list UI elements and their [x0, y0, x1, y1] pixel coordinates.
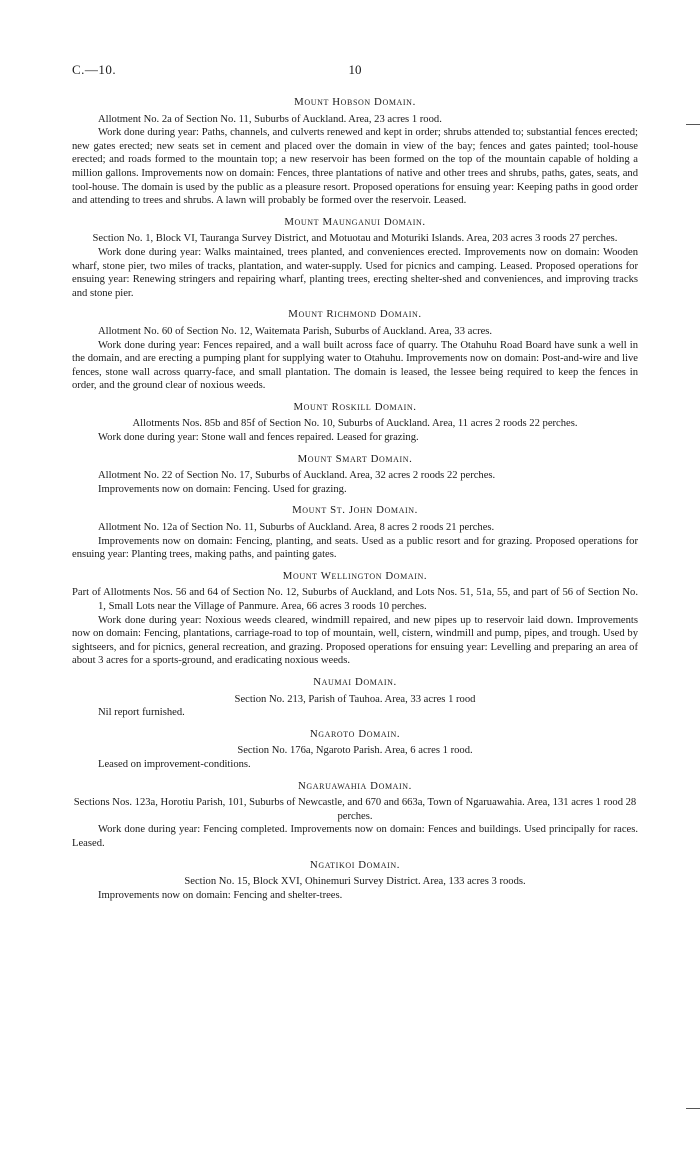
domain-section — [72, 676, 638, 720]
domain-paragraph: Work done during year: Fencing completed. Improvements now on domain: Fences and buildings. Used principally for races. Leased. — [72, 824, 638, 849]
domain-paragraph: Work done during year: Paths, channels, and culverts renewed and kept in order; shrubs attended to; substantial fences erected; new gates erected; new seats set in cement and placed over the domain in view of the bay; fences and gates painted; tool-house erected; and roads formed to the mountain top; a new reservoir has been formed on the top of the mountain capable of holding a million gallons. Improvements now on domain: Fences, three plantations of native and other trees and shrubs, paths, gates, seats, and tool-house. The domain is used by the public as a pleasure resort. Proposed operations for ensuing year: Keeping paths in good order and attending to trees and shrubs. A lawn will probably be formed over the reservoir. Leased. — [72, 127, 638, 207]
page-header — [72, 62, 638, 78]
domain-description: Allotment No. 22 of Section No. 17, Suburbs of Auckland. Area, 32 acres 2 roods 22 perches. — [98, 470, 496, 482]
report-reference: C.—10. — [72, 62, 117, 77]
page-number: 10 — [348, 62, 362, 77]
domain-description: Section No. 213, Parish of Tauhoa. Area, 33 acres 1 rood — [234, 693, 476, 705]
domain-section — [72, 570, 638, 668]
domain-section — [72, 780, 638, 851]
domain-section — [72, 859, 638, 903]
domain-title: Ngaroto Domain. — [309, 727, 401, 740]
domain-description: Allotment No. 60 of Section No. 12, Waitemata Parish, Suburbs of Auckland. Area, 33 acres. — [98, 325, 493, 337]
domain-title: Mount Maunganui Domain. — [284, 215, 426, 228]
domain-paragraph: Improvements now on domain: Fencing. Used for grazing. — [98, 483, 347, 495]
domain-description: Allotments Nos. 85b and 85f of Section No. 10, Suburbs of Auckland. Area, 11 acres 2 roods 22 perches. — [132, 418, 578, 430]
domain-section — [72, 504, 638, 561]
margin-mark — [686, 124, 700, 125]
domain-section — [72, 216, 638, 301]
domain-paragraph: Leased on improvement-conditions. — [98, 758, 251, 770]
domain-paragraph: Work done during year: Noxious weeds cleared, windmill repaired, and new pipes up to reservoir laid down. Improvements now on domain: Fencing, plantations, carriage-road to top of mountain, well, cistern, windmill and pump, pipes, and trough. Used by sightseers, and for picnics, general recreation, and grazing. Proposed operations for ensuing year: Levelling and preparing an area of about 3 acres for a sports-ground, and eradicating noxious weeds. — [72, 614, 638, 667]
domain-description: Section No. 176a, Ngaroto Parish. Area, 6 acres 1 rood. — [237, 745, 473, 757]
domain-section — [72, 453, 638, 497]
domain-description: Sections Nos. 123a, Horotiu Parish, 101, Suburbs of Newcastle, and 670 and 663a, Town of Ngaruawahia. Area, 131 acres 1 rood 28 perches. — [73, 797, 637, 822]
domain-title: Mount Roskill Domain. — [293, 400, 417, 413]
domain-description: Allotment No. 12a of Section No. 11, Suburbs of Auckland. Area, 8 acres 2 roods 21 perches. — [98, 522, 495, 534]
page-content — [72, 96, 638, 910]
domain-description: Allotment No. 2a of Section No. 11, Suburbs of Auckland. Area, 23 acres 1 rood. — [98, 113, 442, 125]
domain-title: Mount Wellington Domain. — [282, 569, 428, 582]
domain-title: Mount St. John Domain. — [292, 504, 418, 517]
domain-title: Mount Smart Domain. — [297, 452, 413, 465]
domain-title: Ngatikoi Domain. — [309, 858, 401, 871]
domain-paragraph: Improvements now on domain: Fencing, planting, and seats. Used as a public resort and for grazing. Proposed operations for ensuing year: Planting trees, making paths, and painting gates. — [72, 535, 638, 561]
domain-paragraph: Work done during year: Stone wall and fences repaired. Leased for grazing. — [98, 432, 419, 444]
margin-mark — [686, 1108, 700, 1109]
domain-title: Mount Richmond Domain. — [288, 308, 422, 321]
domain-section — [72, 96, 638, 208]
domain-section — [72, 728, 638, 772]
domain-description: Section No. 1, Block VI, Tauranga Survey District, and Motuotau and Moturiki Islands. Area, 203 acres 3 roods 27 perches. — [92, 233, 618, 245]
domain-paragraph: Improvements now on domain: Fencing and shelter-trees. — [98, 889, 343, 901]
domain-title: Ngaruawahia Domain. — [298, 779, 412, 792]
domain-section — [72, 401, 638, 445]
domain-paragraph: Work done during year: Fences repaired, and a wall built across face of quarry. The Otahuhu Road Board have sunk a well in the domain, and are erecting a pumping plant for supplying water to Otahuhu. Improvements now on domain: Post-and-wire and live fences, stone wall across quarry-face, and small plantation. The domain is leased, the lessee being required to keep the fences in order, and the ground clear of noxious weeds. — [72, 339, 638, 392]
domain-description: Part of Allotments Nos. 56 and 64 of Section No. 12, Suburbs of Auckland, and Lots Nos. 51, 51a, 55, and part of 56 of Section No. 1, Small Lots near the Village of Panmure. Area, 66 acres 3 roods 10 perches. — [72, 587, 638, 612]
domain-paragraph: Nil report furnished. — [98, 707, 185, 719]
domain-title: Naumai Domain. — [313, 675, 397, 688]
domain-title: Mount Hobson Domain. — [294, 96, 416, 108]
domain-description: Section No. 15, Block XVI, Ohinemuri Survey District. Area, 133 acres 3 roods. — [184, 876, 526, 888]
domain-paragraph: Work done during year: Walks maintained, trees planted, and conveniences erected. Improvements now on domain: Wooden wharf, stone pier, two miles of tracks, plantation, and water-supply. Used for picnics and camping. Leased. Proposed operations for ensuing year: Renewing stringers and repairing wharf, planting trees, erecting shelter-shed and conveniences, and improving tracks and stone pier. — [72, 246, 638, 299]
domain-section — [72, 308, 638, 393]
